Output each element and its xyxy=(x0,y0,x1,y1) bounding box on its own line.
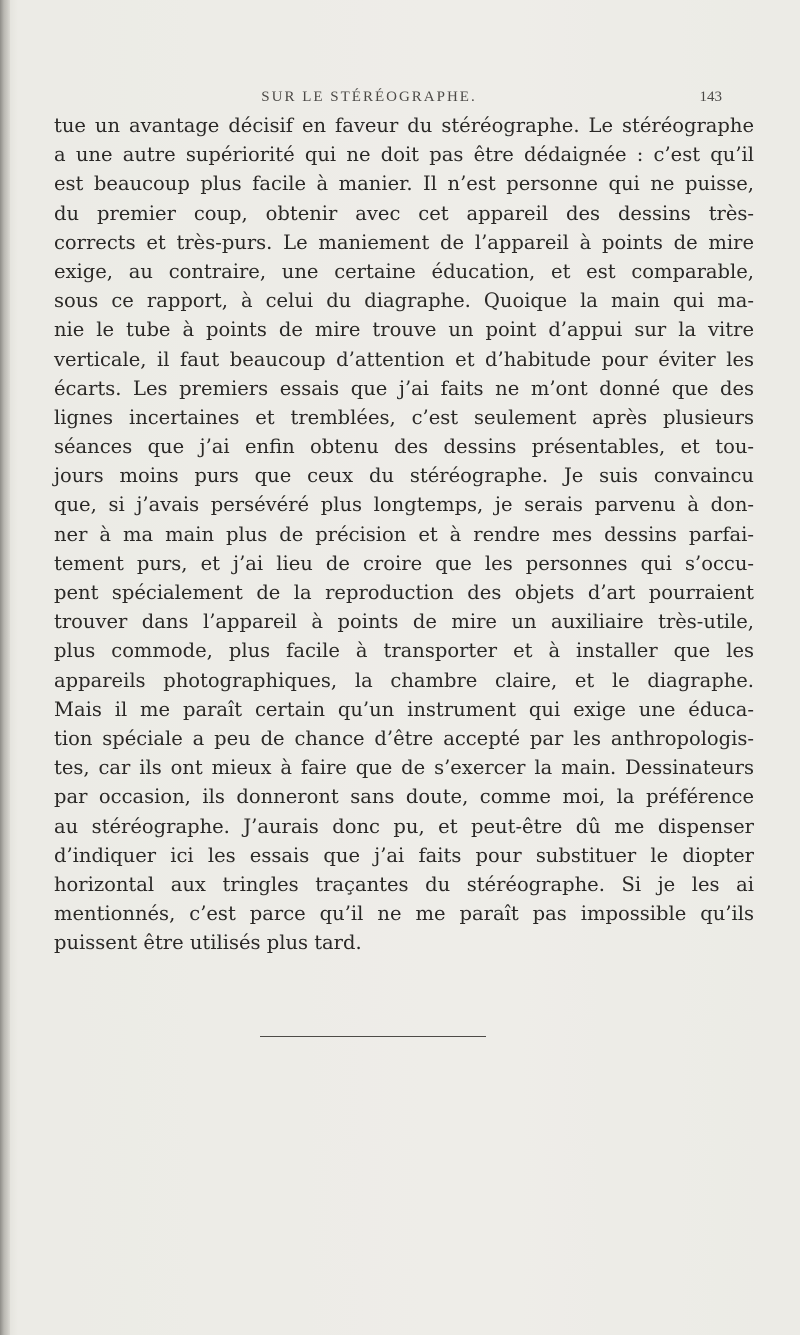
text-line: exige, au contraire, une certaine éducation, et est comparable, xyxy=(54,259,754,283)
text-line: ner à ma main plus de précision et à rendre mes dessins parfai- xyxy=(54,522,754,546)
section-divider xyxy=(260,1036,486,1037)
text-line: tue un avantage décisif en faveur du stéréographe. Le stéréographe xyxy=(54,114,754,137)
text-line: écarts. Les premiers essais que j’ai faits ne m’ont donné que des xyxy=(54,376,754,400)
text-line: pent spécialement de la reproduction des objets d’art pourraient xyxy=(54,581,754,604)
text-line: mentionnés, c’est parce qu’il ne me paraît pas impossible qu’ils xyxy=(54,902,754,926)
text-line: corrects et très-purs. Le maniement de l’appareil à points de mire xyxy=(54,230,754,254)
text-line: que, si j’avais persévéré plus longtemps, je serais parvenu à don- xyxy=(54,493,754,517)
running-head: SUR LE STÉRÉOGRAPHE. xyxy=(261,89,477,105)
text-line: tement purs, et j’ai lieu de croire que les personnes qui s’occu- xyxy=(54,551,754,575)
binding-edge xyxy=(0,0,10,1335)
text-line: appareils photographiques, la chambre claire, et le diagraphe. xyxy=(54,668,754,692)
text-line: lignes incertaines et tremblées, c’est seulement après plusieurs xyxy=(54,405,754,429)
page-number: 143 xyxy=(699,89,722,105)
text-line: jours moins purs que ceux du stéréographe. Je suis convaincu xyxy=(54,464,754,488)
text-line: a une autre supériorité qui ne doit pas être dédaignée : c’est qu’il xyxy=(54,143,754,167)
text-line: nie le tube à points de mire trouve un point d’appui sur la vitre xyxy=(54,318,754,342)
text-line: puissent être utilisés plus tard. xyxy=(54,931,362,955)
text-line: sous ce rapport, à celui du diagraphe. Quoique la main qui ma- xyxy=(54,289,754,313)
text-line: séances que j’ai enfin obtenu des dessins présentables, et tou- xyxy=(54,435,754,459)
text-line: plus commode, plus facile à transporter et à installer que les xyxy=(54,639,754,663)
text-line: au stéréographe. J’aurais donc pu, et peut-être dû me dispenser xyxy=(54,814,754,838)
text-line: horizontal aux tringles traçantes du stéréographe. Si je les ai xyxy=(54,872,754,896)
text-line: est beaucoup plus facile à manier. Il n’est personne qui ne puisse, xyxy=(54,172,754,196)
text-line: tes, car ils ont mieux à faire que de s’exercer la main. Dessinateurs xyxy=(54,756,754,780)
text-line: tion spéciale a peu de chance d’être accepté par les anthropologis- xyxy=(54,726,754,750)
text-line: du premier coup, obtenir avec cet appareil des dessins très- xyxy=(54,201,754,225)
text-line: verticale, il faut beaucoup d’attention et d’habitude pour éviter les xyxy=(54,347,754,371)
body-paragraph xyxy=(54,111,754,957)
text-line: Mais il me paraît certain qu’un instrument qui exige une éduca- xyxy=(54,697,754,721)
text-line: par occasion, ils donneront sans doute, comme moi, la préférence xyxy=(54,785,754,809)
text-line: trouver dans l’appareil à points de mire un auxiliaire très-utile, xyxy=(54,610,754,634)
text-line: d’indiquer ici les essais que j’ai faits pour substituer le diopter xyxy=(54,843,754,867)
